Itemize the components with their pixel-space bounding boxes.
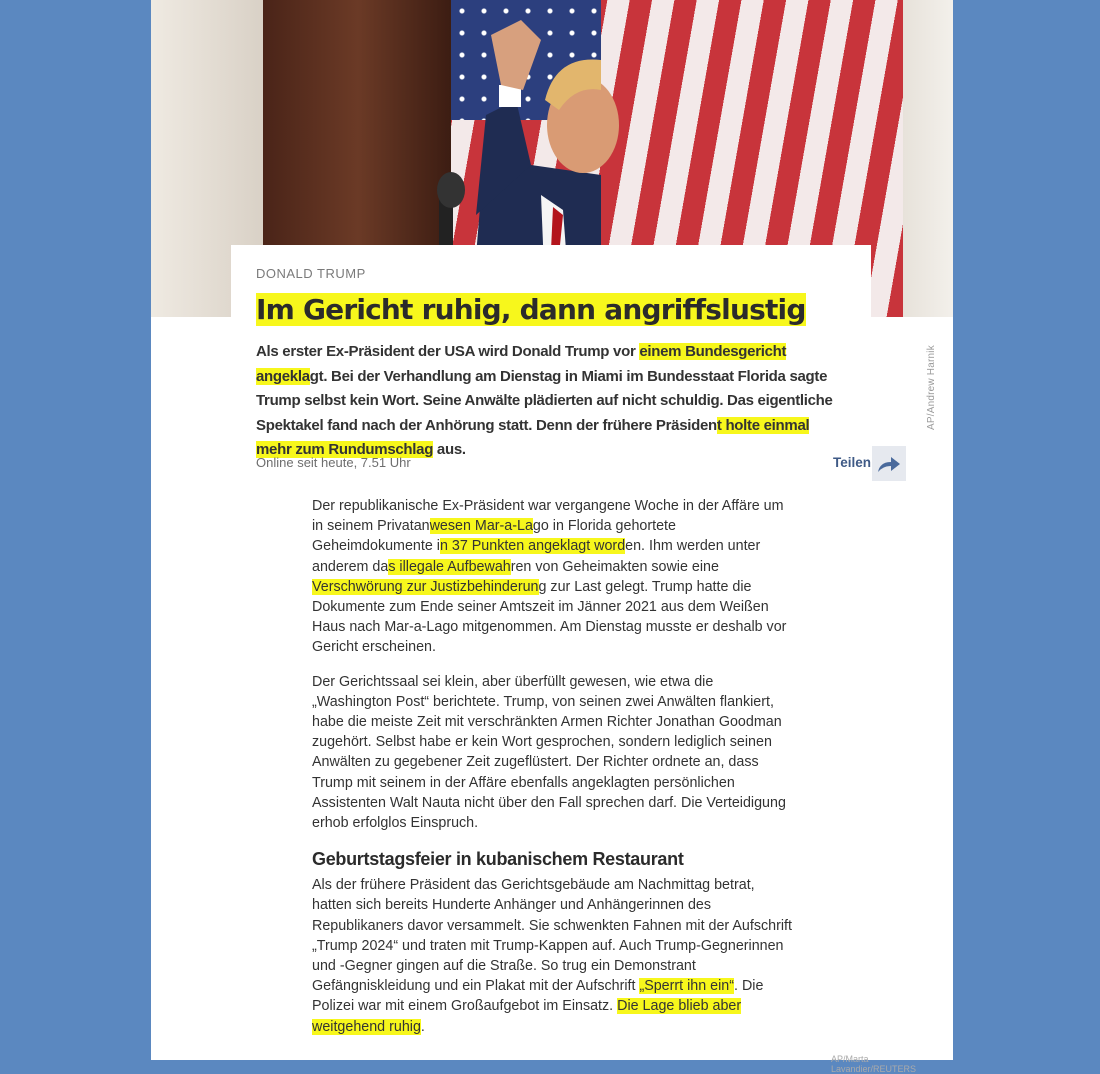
body-text: g zur Last gelegt. Trump hatte die Dokumente zum Ende seiner Amtszeit im Jänner 2021 aus dem Weißen Haus nach Mar-a-Lago mitgenommen. Am Dienstag musste er deshalb vor Gericht erscheinen. (312, 578, 787, 656)
body-text: go in Florida gehortete Geheimdokumente i (312, 518, 676, 555)
highlight: Verschwörung zur Justizbehinderun (312, 578, 539, 595)
highlight: Die Lage blieb aber weitgehend ruhig (312, 998, 742, 1035)
kicker: DONALD TRUMP (256, 266, 366, 281)
highlight: „Sperrt ihn ein“ (639, 978, 734, 995)
lead-text: aus. (433, 441, 466, 458)
highlight: n 37 Punkten angeklagt word (439, 538, 626, 555)
body-text: Als der frühere Präsident das Gerichtsgebäude am Nachmittag betrat, hatten sich bereits Hunderte Anhänger und Anhängerinnen des Republikaners davor versammelt. Sie schwenkten Fahnen mit der Aufschrift „Trump 2024“ und traten mit Trump-Kappen auf. Auch Trump-Gegnerinnen und -Gegner gingen auf die Straße. So trug ein Demonstrant Gefängniskleidung und ein Plakat mit der Aufschrift (312, 877, 792, 995)
share-arrow-icon (876, 454, 902, 474)
body-text: . (420, 1018, 425, 1035)
image-credit: AP/Andrew Harnik (926, 345, 937, 430)
body-text: en. Ihm werden unter anderem da (312, 538, 761, 575)
publish-time: Online seit heute, 7.51 Uhr (256, 455, 411, 470)
headline-text: Im Gericht ruhig, dann angriffslustig (256, 293, 806, 326)
page-title (256, 292, 856, 328)
image-credit-bottom: AP/Marta Lavandier/REUTERS (831, 1054, 917, 1074)
body-text: ren von Geheimakten sowie eine (510, 558, 719, 575)
body-text: . Die Polizei war mit einem Großaufgebot im Einsatz. (312, 978, 764, 1015)
highlight: t holte einmal mehr zum Rundumschlag (256, 416, 810, 458)
lead-text: Als erster Ex-Präsident der USA wird Donald Trump vor (256, 343, 640, 360)
highlight: einem Bundesgericht angekla (256, 343, 787, 385)
highlight: wesen Mar-a-La (429, 518, 533, 535)
body-text: Der republikanische Ex-Präsident war vergangene Woche in der Affäre um in seinem Privatan (312, 498, 784, 535)
article-page (151, 0, 953, 1074)
section-heading: Geburtstagsfeier in kubanischem Restaurant (312, 849, 684, 870)
highlight: s illegale Aufbewah (388, 558, 511, 575)
lead-paragraph (256, 340, 846, 463)
lead-text: gt. Bei der Verhandlung am Dienstag in Miami im Bundesstaat Florida sagte Trump selbst kein Wort. Seine Anwälte plädierten auf nicht schuldig. Das eigentliche Spektakel fand nach der Anhörung statt. Denn der frühere Präsiden (256, 367, 833, 434)
body-paragraph (312, 875, 792, 1037)
body-paragraph (312, 496, 792, 658)
article-body (312, 496, 792, 1051)
hero-wall-right (903, 0, 953, 317)
share-button[interactable] (872, 446, 906, 481)
share-link[interactable]: Teilen (833, 455, 872, 470)
body-paragraph: Der Gerichtssaal sei klein, aber überfüllt gewesen, wie etwa die „Washington Post“ berichtete. Trump, von seinen zwei Anwälten flankiert, habe die meiste Zeit mit verschränkten Armen Richter Jonathan Goodman zugehört. Selbst habe er kein Wort gesprochen, sondern lediglich seinen Anwälten zu gegebener Zeit zugeflüstert. Der Richter ordnete an, dass Trump mit seinem in der Affäre ebenfalls angeklagten persönlichen Assistenten Walt Nauta nicht über den Fall sprechen darf. Die Verteidigung erhob erfolglos Einspruch. (312, 673, 786, 832)
